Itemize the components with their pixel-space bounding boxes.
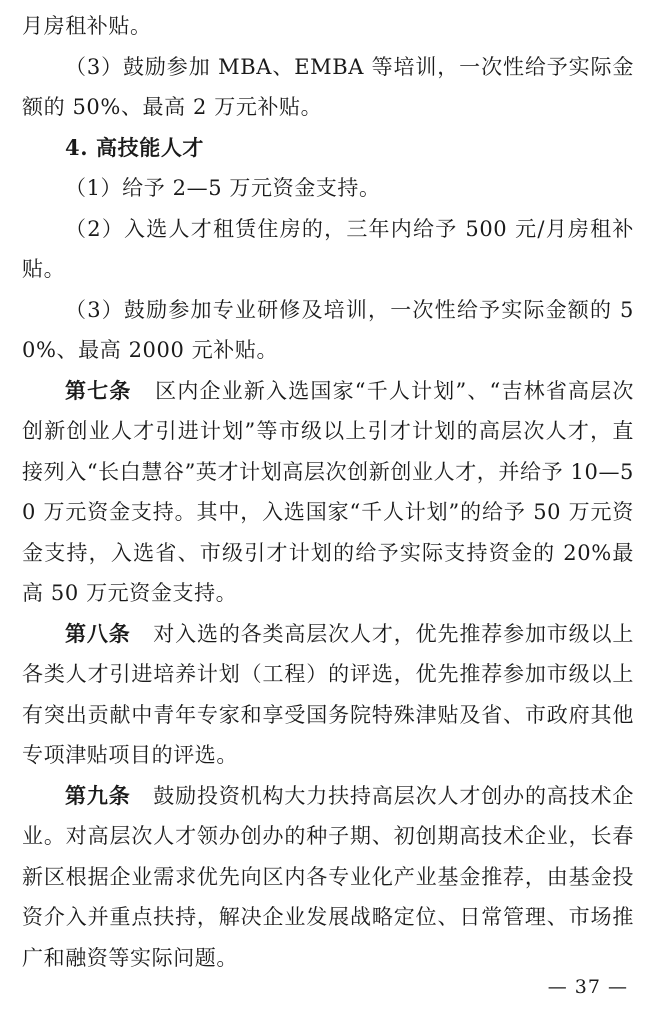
page-number: — 37 —: [547, 976, 628, 998]
paragraph-funding-support: （1）给予 2—5 万元资金支持。: [65, 176, 381, 200]
document-body: [22, 6, 634, 978]
article-8-heading: 第八条: [65, 620, 131, 646]
paragraph-training-subsidy: （3）鼓励参加专业研修及培训，一次性给予实际金额的 50%、最高 2000 元补贴。: [22, 297, 634, 362]
article-8: [22, 614, 634, 776]
article-9-heading: 第九条: [65, 782, 131, 808]
section-heading-high-skill: 4. 高技能人才: [65, 134, 205, 160]
article-8-body: 对入选的各类高层次人才，优先推荐参加市级以上各类人才引进培养计划（工程）的评选，优先推荐参加市级以上有突出贡献中青年专家和享受国务院特殊津贴及省、市政府其他专项津贴项目的评选。: [22, 621, 634, 767]
article-7-heading: 第七条: [65, 377, 132, 403]
article-7: [22, 371, 634, 614]
article-9-body: 鼓励投资机构大力扶持高层次人才创办的高技术企业。对高层次人才领办创办的种子期、初创期高技术企业，长春新区根据企业需求优先向区内各专业化产业基金推荐，由基金投资介入并重点扶持，解决企业发展战略定位、日常管理、市场推广和融资等实际问题。: [22, 783, 634, 970]
article-9: [22, 776, 634, 979]
paragraph-rent-subsidy-end: 月房租补贴。: [22, 14, 152, 38]
article-7-body: 区内企业新入选国家“千人计划”、“吉林省高层次创新创业人才引进计划”等市级以上引才计划的高层次人才，直接列入“长白慧谷”英才计划高层次创新创业人才，并给予 10—50 万元资金支持。其中，入选国家“千人计划”的给予 50 万元资金支持，入选省、市级引才计划的给予实际支持资金的 20%最高 50 万元资金支持。: [22, 378, 634, 605]
paragraph-housing-subsidy: （2）入选人才租赁住房的，三年内给予 500 元/月房租补贴。: [22, 216, 634, 281]
paragraph-mba-training: （3）鼓励参加 MBA、EMBA 等培训，一次性给予实际金额的 50%、最高 2 万元补贴。: [22, 54, 634, 119]
